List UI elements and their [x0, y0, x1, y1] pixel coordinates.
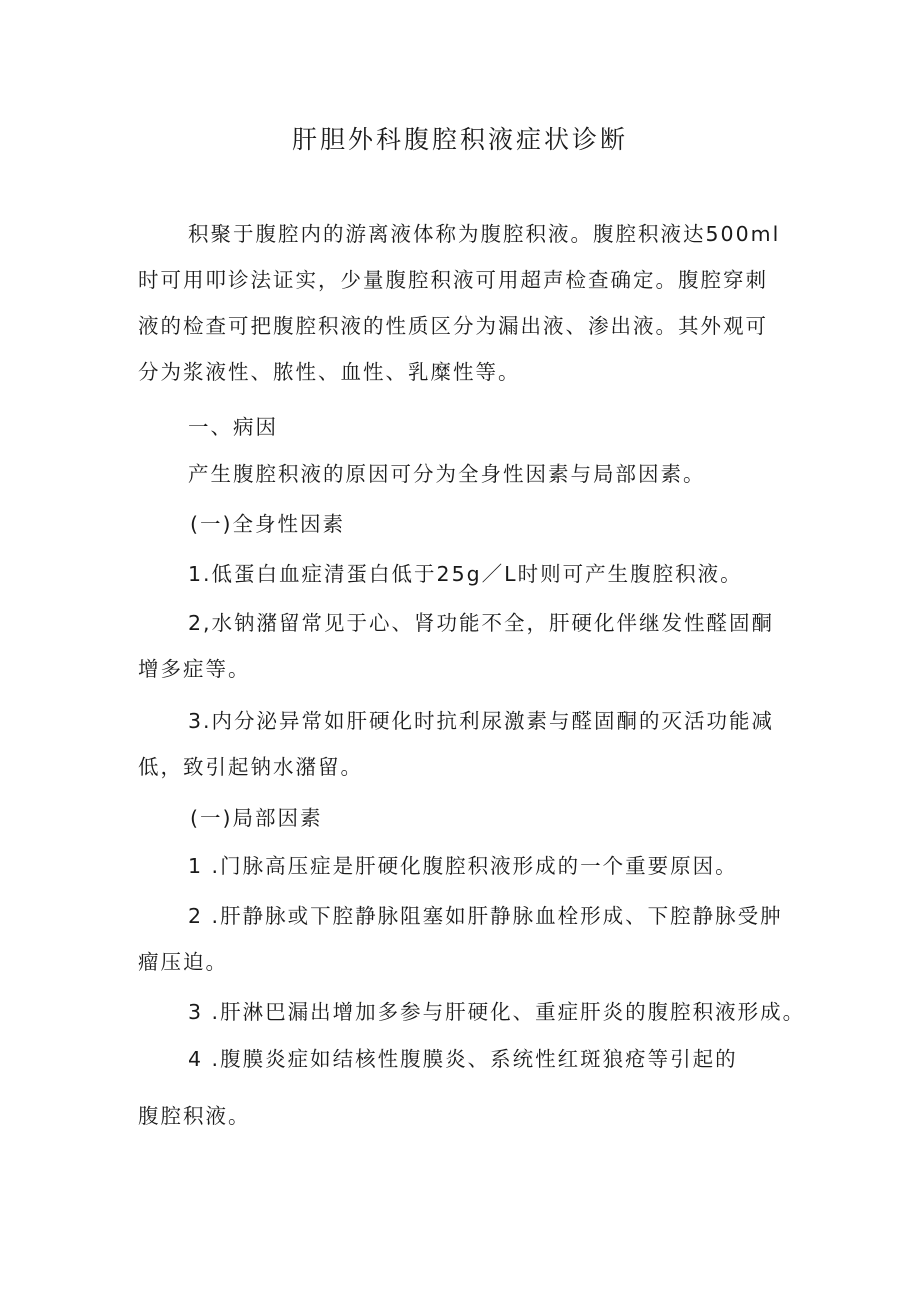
list-item: 2,水钠潴留常见于心、肾功能不全，肝硬化伴继发性醛固酮 增多症等。	[138, 611, 775, 681]
text-line: 液的检查可把腹腔积液的性质区分为漏出液、渗出液。其外观可	[138, 314, 768, 338]
list-item-continuation: 腹腔积液。	[138, 1104, 251, 1128]
section-heading: 一、病因	[188, 415, 278, 439]
section-intro: 产生腹腔积液的原因可分为全身性因素与局部因素。	[188, 462, 706, 486]
list-item: 1 .门脉高压症是肝硬化腹腔积液形成的一个重要原因。	[188, 854, 738, 878]
list-item: 3.内分泌异常如肝硬化时抗利尿激素与醛固酮的灭活功能减 低，致引起钠水潴留。	[138, 709, 775, 779]
list-item: 2 .肝静脉或下腔静脉阻塞如肝静脉血栓形成、下腔静脉受肿 瘤压迫。	[138, 904, 783, 974]
text-line: 分为浆液性、脓性、血性、乳糜性等。	[138, 360, 521, 384]
text-line: 积聚于腹腔内的游离液体称为腹腔积液。腹腔积液达500ml	[188, 222, 781, 246]
list-item: 4 .腹膜炎症如结核性腹膜炎、系统性红斑狼疮等引起的	[188, 1047, 738, 1071]
subsection-heading-local: (一)局部因素	[190, 806, 323, 830]
document-title: 肝胆外科腹腔积液症状诊断	[291, 125, 628, 154]
list-item: 3 .肝淋巴漏出增加多参与肝硬化、重症肝炎的腹腔积液形成。	[188, 1000, 806, 1024]
intro-paragraph	[138, 211, 808, 395]
text-line: 时可用叩诊法证实，少量腹腔积液可用超声检查确定。腹腔穿刺	[138, 268, 768, 292]
subsection-heading-systemic: (一)全身性因素	[190, 512, 345, 536]
list-item: 1.低蛋白血症清蛋白低于25g／L时则可产生腹腔积液。	[188, 562, 743, 586]
